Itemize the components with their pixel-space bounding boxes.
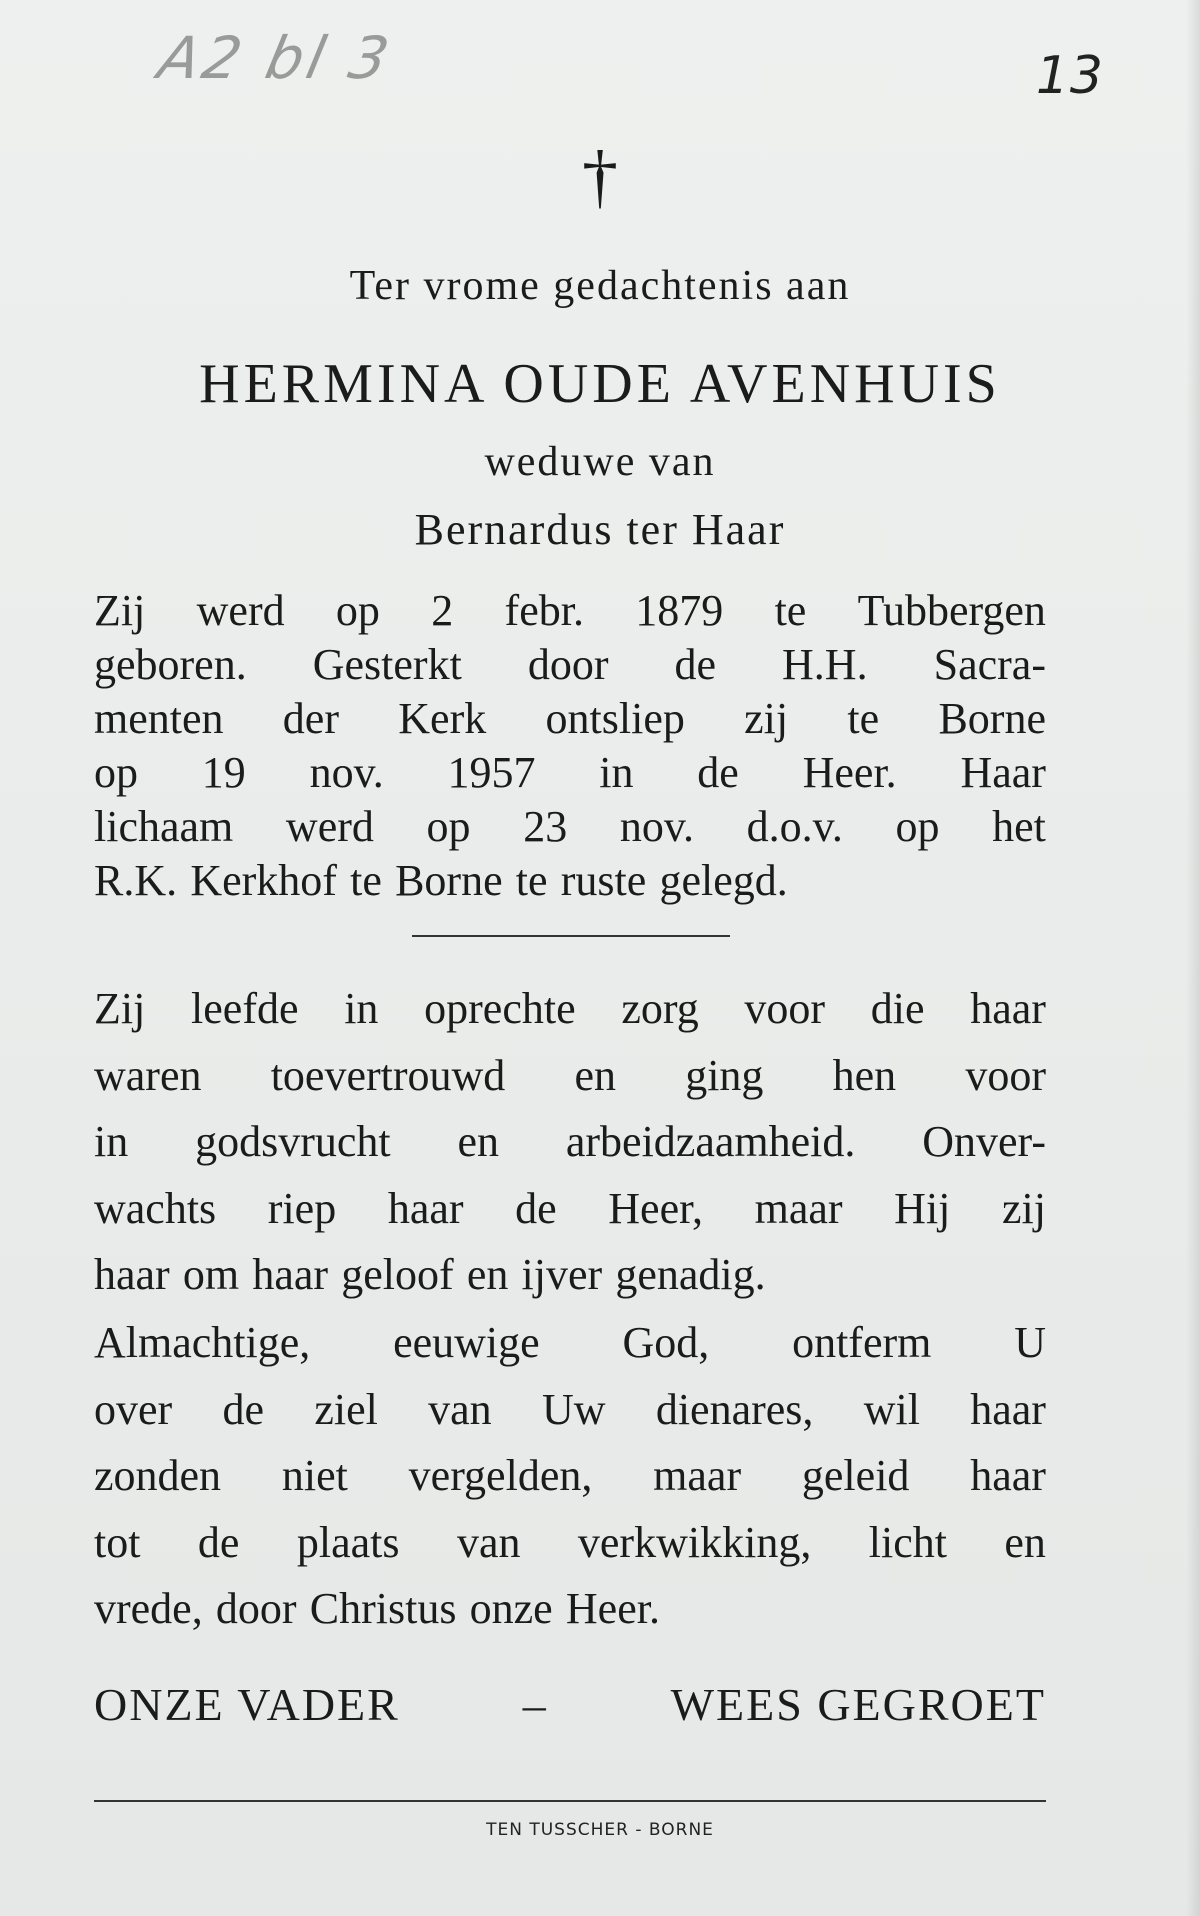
- husband-name: Bernardus ter Haar: [414, 505, 786, 554]
- deceased-name: HERMINA OUDE AVENHUIS: [199, 353, 1001, 415]
- printer-imprint: TEN TUSSCHER - BORNE: [486, 1820, 714, 1840]
- prayer-line: over de ziel van Uw dienares, wil haar: [94, 1384, 1046, 1434]
- biography-line: geboren. Gesterkt door de H.H. Sacra-: [94, 640, 1046, 689]
- tribute-line: Zij leefde in oprechte zorg voor die haar: [94, 984, 1046, 1033]
- closing-prayers: [94, 1678, 1046, 1731]
- biography-line: R.K. Kerkhof te Borne te ruste gelegd.: [94, 856, 788, 905]
- tribute-line: haar om haar geloof en ijver genadig.: [94, 1250, 766, 1299]
- tribute-line: in godsvrucht en arbeidzaamheid. Onver-: [94, 1117, 1046, 1166]
- cross-icon: †: [582, 136, 618, 216]
- biography-line: lichaam werd op 23 nov. d.o.v. op het: [94, 802, 1046, 851]
- page-number-annotation: 13: [1035, 46, 1104, 106]
- intro-text: Ter vrome gedachtenis aan: [349, 263, 851, 309]
- biography: [94, 584, 1046, 908]
- biography-line: menten der Kerk ontsliep zij te Borne: [94, 694, 1046, 743]
- tribute-line: waren toevertrouwd en ging hen voor: [94, 1050, 1046, 1100]
- bottom-rule: [94, 1800, 1046, 1802]
- prayer-line: tot de plaats van verkwikking, licht en: [94, 1517, 1046, 1567]
- widow-of-text: weduwe van: [484, 439, 716, 485]
- closing-prayer-left: ONZE VADER: [94, 1679, 400, 1730]
- prayer-line: Almachtige, eeuwige God, ontferm U: [94, 1318, 1046, 1367]
- prayer: [94, 1310, 1046, 1643]
- prayer-line: zonden niet vergelden, maar geleid haar: [94, 1451, 1046, 1500]
- closing-prayer-separator: –: [522, 1679, 548, 1730]
- prayer-line: vrede, door Christus onze Heer.: [94, 1584, 660, 1633]
- section-divider: [412, 935, 730, 937]
- biography-line: Zij werd op 2 febr. 1879 te Tubbergen: [94, 586, 1046, 635]
- archive-code-annotation: A2 bl 3: [152, 24, 399, 92]
- tribute: [94, 976, 1046, 1309]
- tribute-line: wachts riep haar de Heer, maar Hij zij: [94, 1183, 1046, 1233]
- biography-line: op 19 nov. 1957 in de Heer. Haar: [94, 748, 1046, 797]
- closing-prayer-right: WEES GEGROET: [670, 1679, 1046, 1730]
